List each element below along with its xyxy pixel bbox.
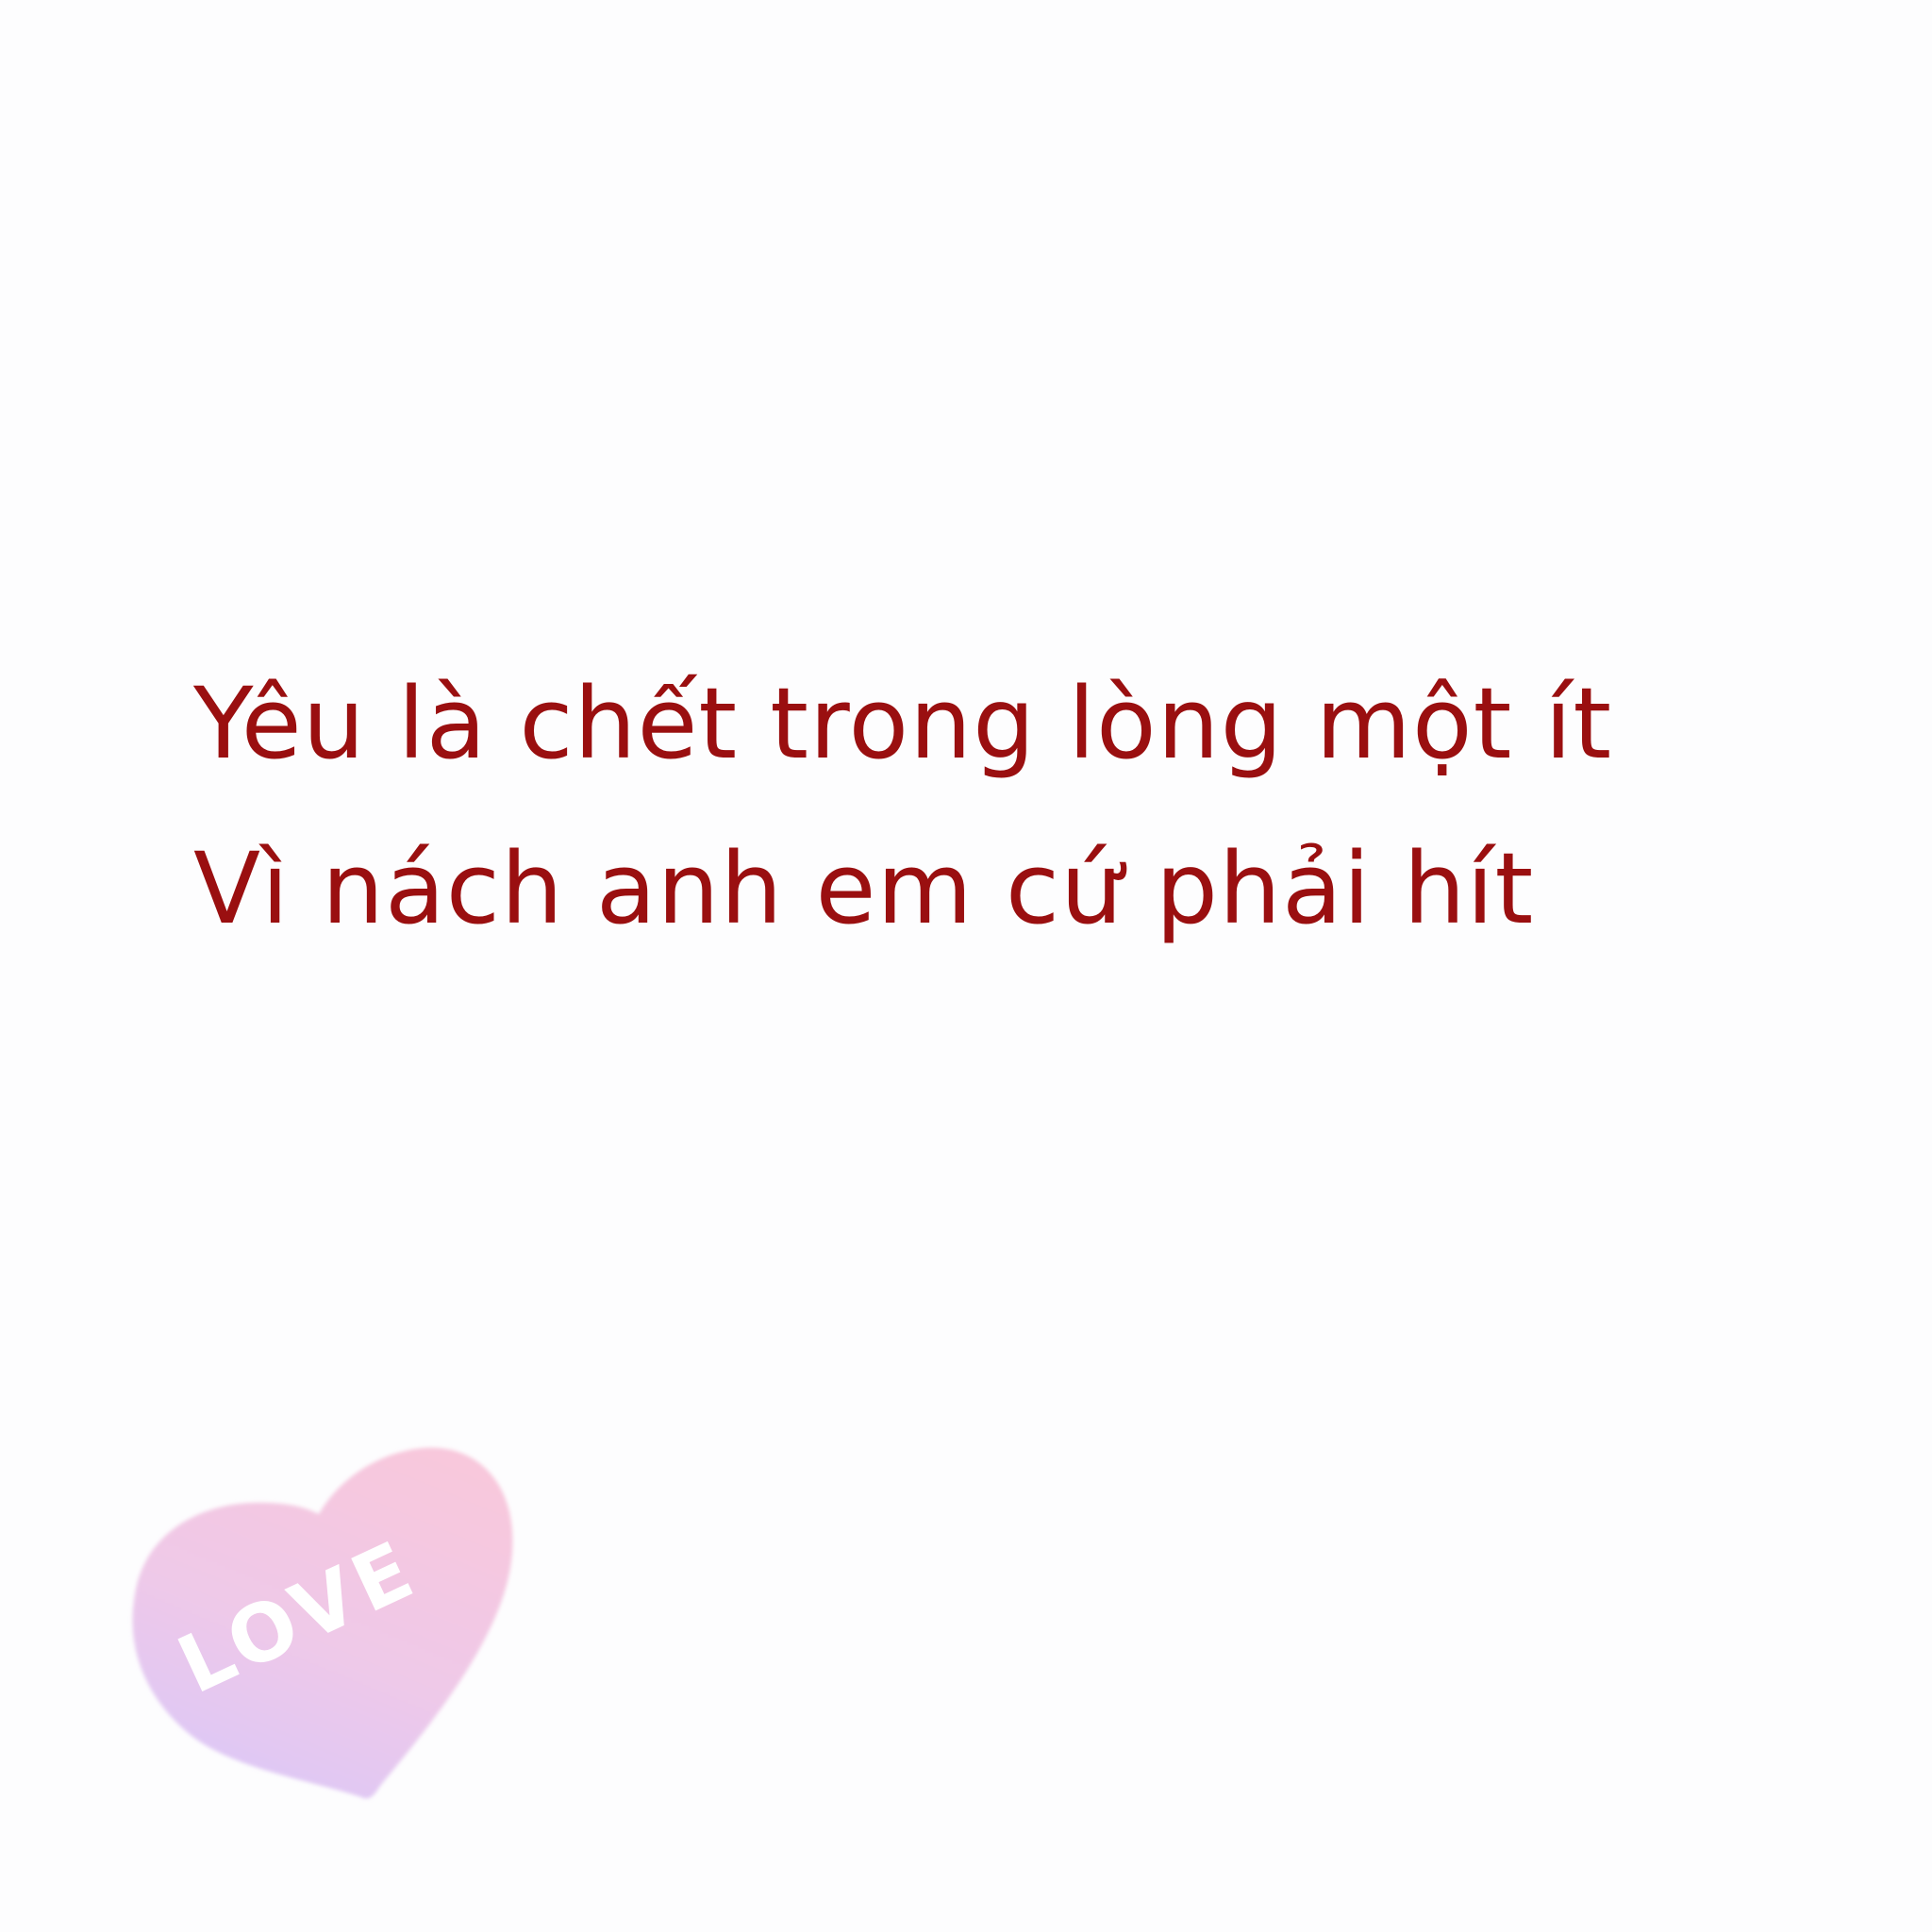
heart-icon — [121, 1429, 536, 1825]
poem — [193, 641, 1797, 972]
poem-line-2: Vì nách anh em cứ phải hít — [193, 831, 1535, 946]
poem-line-1: Yêu là chết trong lòng một ít — [193, 666, 1613, 781]
love-label: LOVE — [164, 1522, 432, 1712]
love-heart-sticker — [121, 1429, 536, 1825]
